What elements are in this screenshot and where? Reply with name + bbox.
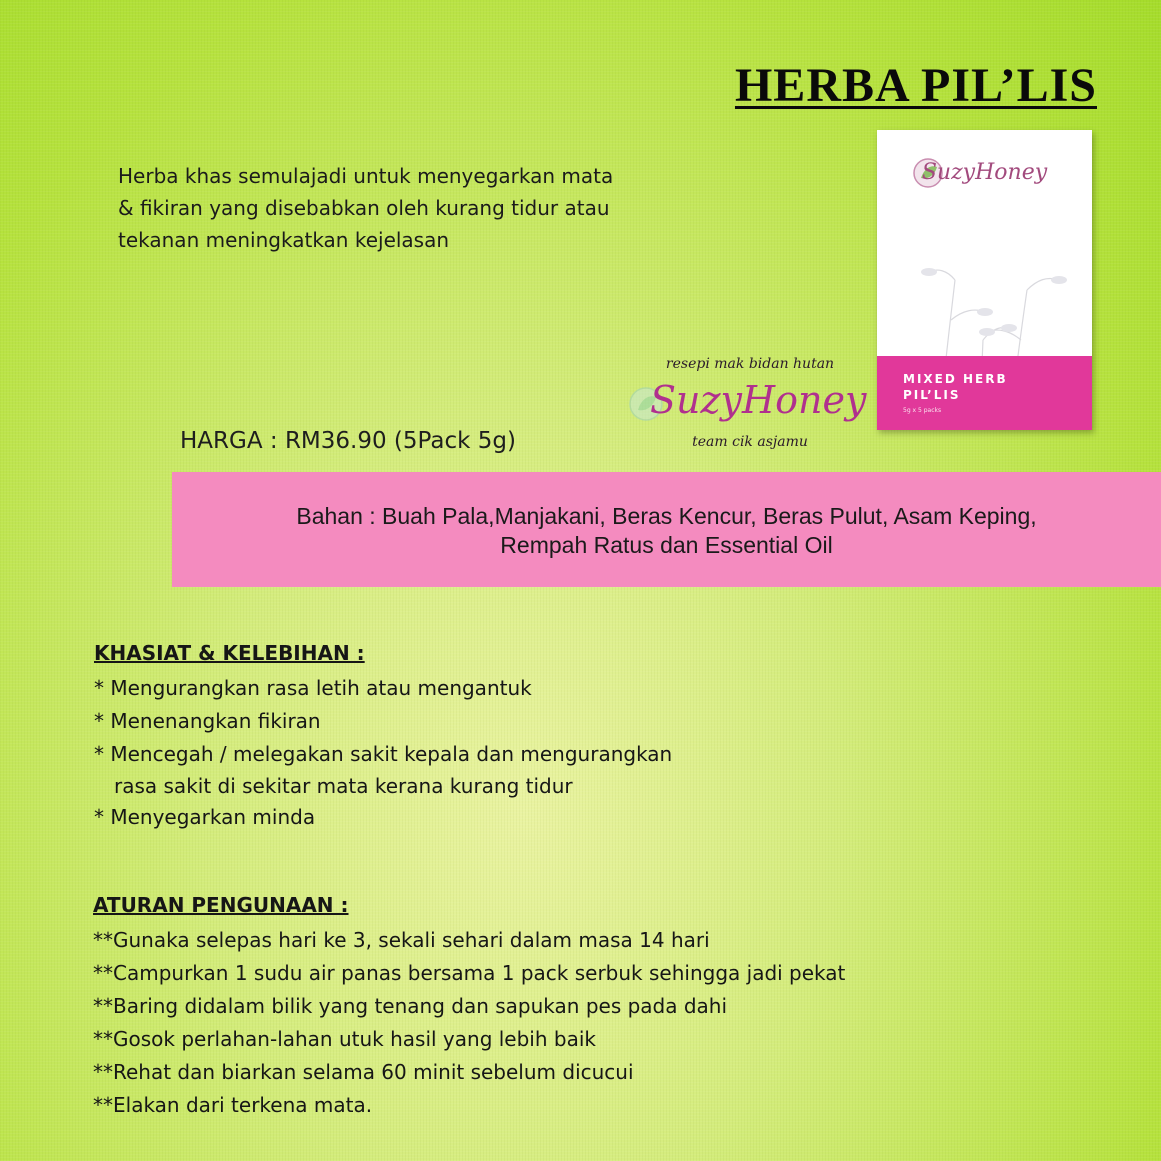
list-item: **Elakan dari terkena mata. xyxy=(93,1093,373,1117)
list-item: **Rehat dan biarkan selama 60 minit sebelum dicucui xyxy=(93,1060,634,1084)
ingredients-line: Rempah Ratus dan Essential Oil xyxy=(500,532,833,558)
brand-tagline-bottom: team cik asjamu xyxy=(692,434,808,450)
product-box-image xyxy=(877,130,1092,430)
brand-logo xyxy=(640,348,867,458)
list-item: * Menyegarkan minda xyxy=(94,805,316,829)
list-item: **Campurkan 1 sudu air panas bersama 1 pack serbuk sehingga jadi pekat xyxy=(93,961,846,985)
list-item: **Baring didalam bilik yang tenang dan sapukan pes pada dahi xyxy=(93,994,728,1018)
box-pack-size: 5g x 5 packs xyxy=(903,407,942,414)
list-item: rasa sakit di sekitar mata kerana kurang tidur xyxy=(114,774,573,798)
intro-text xyxy=(118,160,678,256)
box-brand-name: SuzyHoney xyxy=(921,160,1048,185)
ingredients-line: Bahan : Buah Pala,Manjakani, Beras Kencur, Beras Pulut, Asam Keping, xyxy=(296,503,1037,529)
brand-name: SuzyHoney xyxy=(650,378,867,422)
ingredients-band xyxy=(172,472,1161,587)
usage-heading: ATURAN PENGUNAAN : xyxy=(93,893,349,917)
usage-section xyxy=(93,892,845,1122)
intro-line: & fikiran yang disebabkan oleh kurang tidur atau xyxy=(118,196,610,220)
brand-tagline-top: resepi mak bidan hutan xyxy=(665,356,835,372)
price-label: HARGA : RM36.90 (5Pack 5g) xyxy=(180,428,516,454)
benefits-section xyxy=(94,640,672,834)
box-product-name: PIL’LIS xyxy=(903,388,961,402)
intro-line: Herba khas semulajadi untuk menyegarkan mata xyxy=(118,164,614,188)
list-item: **Gosok perlahan-lahan utuk hasil yang lebih baik xyxy=(93,1027,596,1051)
list-item: * Mengurangkan rasa letih atau mengantuk xyxy=(94,676,532,700)
benefits-heading: KHASIAT & KELEBIHAN : xyxy=(94,641,365,665)
ingredients-text xyxy=(172,502,1161,560)
list-item: * Mencegah / melegakan sakit kepala dan mengurangkan xyxy=(94,742,673,766)
list-item: **Gunaka selepas hari ke 3, sekali sehari dalam masa 14 hari xyxy=(93,928,710,952)
page-title: HERBA PIL’LIS xyxy=(734,59,1097,112)
intro-line: tekanan meningkatkan kejelasan xyxy=(118,228,450,252)
list-item: * Menenangkan fikiran xyxy=(94,709,321,733)
box-product-line: MIXED HERB xyxy=(903,372,1008,386)
